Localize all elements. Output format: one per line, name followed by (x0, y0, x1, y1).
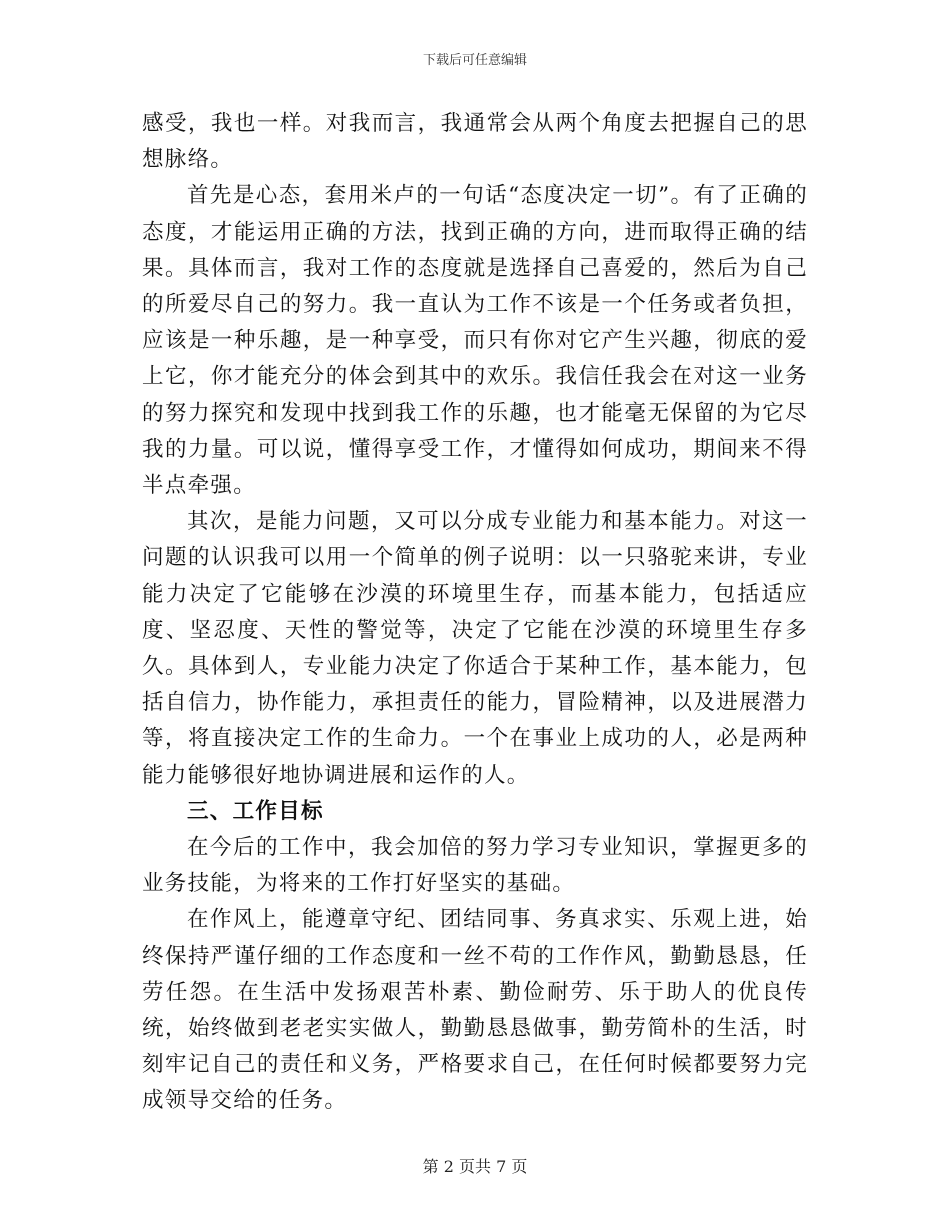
page-number-footer: 第 2 页共 7 页 (422, 1157, 528, 1176)
page-header: 下载后可任意编辑 (422, 53, 527, 68)
paragraph-ability: 其次，是能力问题，又可以分成专业能力和基本能力。对这一问题的认识我可以用一个简单的例子说明：以一只骆驼来讲，专业能力决定了它能够在沙漠的环境里生存，而基本能力，包括适应度、坚忍度、天性的警觉等，决定了它能在沙漠的环境里生存多久。具体到人，专业能力决定了你适合于某种工作，基本能力，包括自信力，协作能力，承担责任的能力，冒险精神，以及进展潜力等，将直接决定工作的生命力。一个在事业上成功的人，必是两种能力能够很好地协调进展和运作的人。 (142, 509, 808, 788)
paragraph-attitude: 首先是心态，套用米卢的一句话“态度决定一切”。有了正确的态度，才能运用正确的方法，找到正确的方向，进而取得正确的结果。具体而言，我对工作的态度就是选择自己喜爱的，然后为自己的所爱尽自己的努力。我一直认为工作不该是一个任务或者负担，应该是一种乐趣，是一种享受，而只有你对它产生兴趣，彻底的爱上它，你才能充分的体会到其中的欢乐。我信任我会在对这一业务的努力探究和发现中找到我工作的乐趣，也才能毫无保留的为它尽我的力量。可以说，懂得享受工作，才懂得如何成功，期间来不得半点牵强。 (142, 183, 808, 499)
section-heading-work-goals: 三、工作目标 (187, 798, 324, 824)
paragraph-work-style: 在作风上，能遵章守纪、团结同事、务真求实、乐观上进，始终保持严谨仔细的工作态度和一丝不苟的工作作风，勤勤恳恳，任劳任怨。在生活中发扬艰苦朴素、勤俭耐劳、乐于助人的优良传统，始终做到老老实实做人，勤勤恳恳做事，勤劳简朴的生活，时刻牢记自己的责任和义务，严格要求自己，在任何时候都要努力完成领导交给的任务。 (142, 907, 808, 1114)
paragraph-future-work: 在今后的工作中，我会加倍的努力学习专业知识，掌握更多的业务技能，为将来的工作打好坚实的基础。 (142, 835, 808, 897)
paragraph-continuation: 感受，我也一样。对我而言，我通常会从两个角度去把握自己的思想脉络。 (142, 111, 808, 173)
document-body (142, 106, 808, 1120)
